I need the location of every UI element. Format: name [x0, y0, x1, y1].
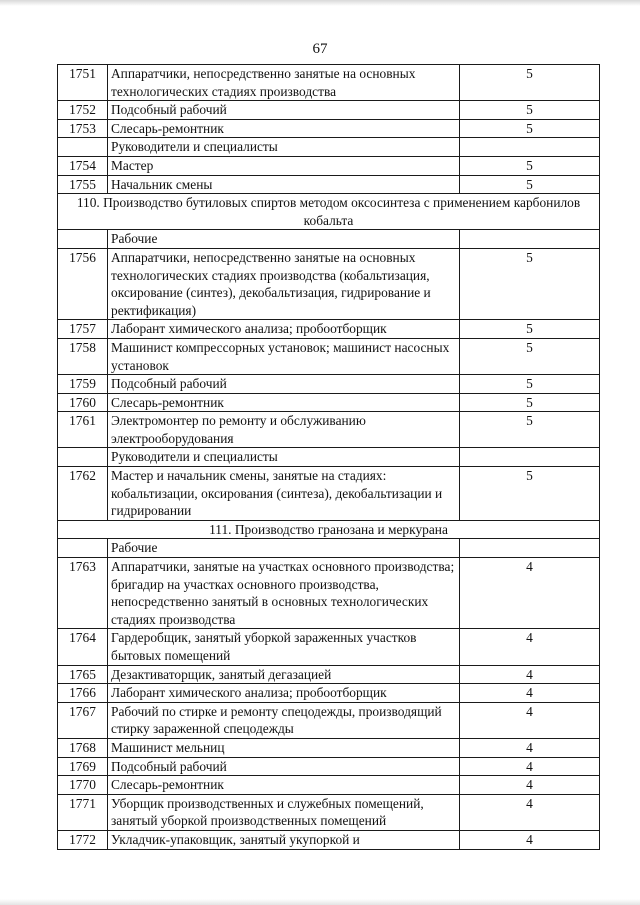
table-row [58, 175, 600, 194]
table-row [58, 375, 600, 394]
occupation-name: Слесарь-ремонтник [108, 776, 460, 795]
row-number: 1768 [58, 738, 108, 757]
subheading-row [58, 230, 600, 249]
value-cell: 4 [460, 702, 600, 738]
value-cell: 4 [460, 738, 600, 757]
value-cell: 5 [460, 248, 600, 319]
category-subheading: Руководители и специалисты [108, 448, 460, 467]
table-row [58, 757, 600, 776]
value-cell: 5 [460, 393, 600, 412]
row-number: 1758 [58, 338, 108, 374]
section-title: 111. Производство гранозана и меркурана [58, 520, 600, 539]
table-row [58, 738, 600, 757]
category-subheading: Руководители и специалисты [108, 138, 460, 157]
row-number: 1764 [58, 629, 108, 665]
occupation-name: Слесарь-ремонтник [108, 119, 460, 138]
occupation-name: Дезактиваторщик, занятый дегазацией [108, 665, 460, 684]
subheading-row [58, 448, 600, 467]
row-number: 1759 [58, 375, 108, 394]
value-cell: 5 [460, 467, 600, 521]
value-cell: 4 [460, 794, 600, 830]
table-body [58, 65, 600, 850]
occupation-name: Машинист компрессорных установок; машинист насосных установок [108, 338, 460, 374]
section-header-row [58, 520, 600, 539]
category-subheading: Рабочие [108, 230, 460, 249]
table-row [58, 794, 600, 830]
table-row [58, 684, 600, 703]
value-cell: 4 [460, 558, 600, 629]
row-number: 1761 [58, 412, 108, 448]
value-cell [460, 448, 600, 467]
table-row [58, 248, 600, 319]
value-cell: 5 [460, 119, 600, 138]
occupation-name: Подсобный рабочий [108, 375, 460, 394]
table-row [58, 156, 600, 175]
row-number: 1762 [58, 467, 108, 521]
subheading-row [58, 539, 600, 558]
occupation-name: Лаборант химического анализа; пробоотборщик [108, 320, 460, 339]
table-row [58, 467, 600, 521]
occupation-name: Машинист мельниц [108, 738, 460, 757]
row-number: 1767 [58, 702, 108, 738]
occupation-name: Аппаратчики, занятые на участках основного производства; бригадир на участках основного производства, непосредственно занятый в основных технологических стадиях производства [108, 558, 460, 629]
value-cell: 4 [460, 776, 600, 795]
occupation-name: Электромонтер по ремонту и обслуживанию электрооборудования [108, 412, 460, 448]
table-row [58, 101, 600, 120]
value-cell [460, 230, 600, 249]
value-cell: 5 [460, 101, 600, 120]
occupation-name: Слесарь-ремонтник [108, 393, 460, 412]
occupation-name: Мастер [108, 156, 460, 175]
row-number: 1770 [58, 776, 108, 795]
table-row [58, 830, 600, 849]
value-cell: 4 [460, 830, 600, 849]
row-number [58, 138, 108, 157]
scan-edge-bottom [0, 899, 640, 905]
occupation-name: Рабочий по стирке и ремонту спецодежды, производящий стирку зараженной спецодежды [108, 702, 460, 738]
scan-edge-top [0, 0, 640, 6]
occupation-name: Укладчик-упаковщик, занятый укупоркой и [108, 830, 460, 849]
row-number: 1756 [58, 248, 108, 319]
row-number: 1765 [58, 665, 108, 684]
row-number: 1754 [58, 156, 108, 175]
table-row [58, 65, 600, 101]
value-cell: 4 [460, 665, 600, 684]
occupation-name: Начальник смены [108, 175, 460, 194]
row-number [58, 448, 108, 467]
row-number: 1771 [58, 794, 108, 830]
value-cell: 5 [460, 65, 600, 101]
category-subheading: Рабочие [108, 539, 460, 558]
row-number: 1760 [58, 393, 108, 412]
value-cell: 4 [460, 757, 600, 776]
occupations-table [57, 64, 600, 850]
table-row [58, 702, 600, 738]
occupation-name: Подсобный рабочий [108, 757, 460, 776]
row-number: 1766 [58, 684, 108, 703]
occupation-name: Гардеробщик, занятый уборкой зараженных участков бытовых помещений [108, 629, 460, 665]
value-cell: 5 [460, 375, 600, 394]
row-number: 1752 [58, 101, 108, 120]
value-cell: 5 [460, 412, 600, 448]
value-cell [460, 539, 600, 558]
occupation-name: Лаборант химического анализа; пробоотборщик [108, 684, 460, 703]
table-row [58, 393, 600, 412]
subheading-row [58, 138, 600, 157]
value-cell: 5 [460, 338, 600, 374]
occupation-name: Уборщик производственных и служебных помещений, занятый уборкой производственных помещений [108, 794, 460, 830]
value-cell: 5 [460, 175, 600, 194]
row-number: 1772 [58, 830, 108, 849]
row-number: 1755 [58, 175, 108, 194]
occupation-name: Подсобный рабочий [108, 101, 460, 120]
occupation-name: Аппаратчики, непосредственно занятые на основных технологических стадиях производства (кобальтизация, оксирование (синтез), декобальтизация, гидрирование и ректификация) [108, 248, 460, 319]
section-title: 110. Производство бутиловых спиртов методом оксосинтеза с применением карбонилов кобальта [58, 194, 600, 230]
table-row [58, 119, 600, 138]
occupation-name: Аппаратчики, непосредственно занятые на основных технологических стадиях производства [108, 65, 460, 101]
row-number [58, 539, 108, 558]
section-header-row [58, 194, 600, 230]
table-row [58, 776, 600, 795]
occupation-name: Мастер и начальник смены, занятые на стадиях: кобальтизации, оксирования (синтеза), декобальтизации и гидрировании [108, 467, 460, 521]
table-row [58, 558, 600, 629]
value-cell [460, 138, 600, 157]
row-number: 1763 [58, 558, 108, 629]
value-cell: 4 [460, 629, 600, 665]
table-row [58, 629, 600, 665]
row-number: 1757 [58, 320, 108, 339]
row-number: 1769 [58, 757, 108, 776]
value-cell: 5 [460, 156, 600, 175]
page-number: 67 [312, 41, 328, 57]
row-number: 1753 [58, 119, 108, 138]
table-row [58, 412, 600, 448]
value-cell: 4 [460, 684, 600, 703]
table-row [58, 665, 600, 684]
value-cell: 5 [460, 320, 600, 339]
table-row [58, 320, 600, 339]
row-number [58, 230, 108, 249]
row-number: 1751 [58, 65, 108, 101]
table-row [58, 338, 600, 374]
